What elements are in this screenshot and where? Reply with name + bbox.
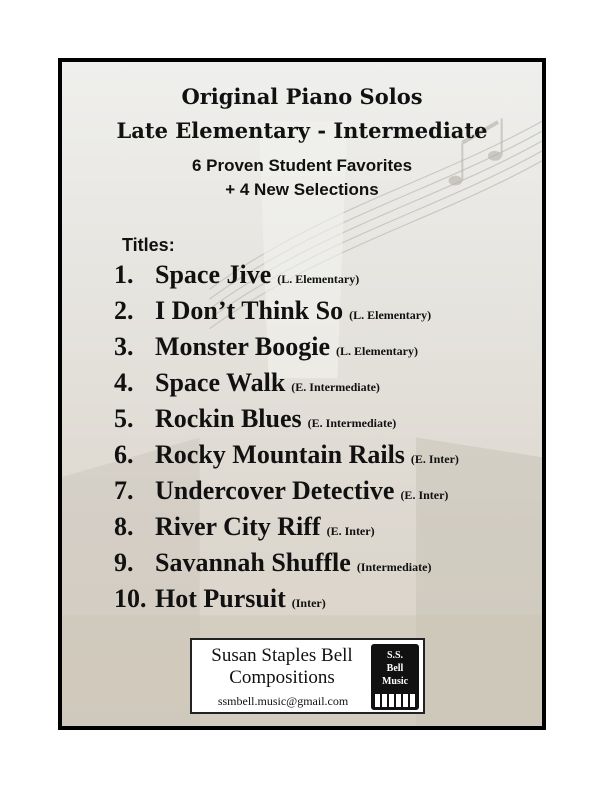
song-number: 3. [114,332,134,361]
logo-name-line-2: Compositions [229,667,335,688]
song-title: Monster Boogie (L. Elementary) [155,332,418,361]
song-level: (E. Intermediate) [307,416,397,430]
logo-name-line-1: Susan Staples Bell [211,645,353,666]
song-number: 1. [114,260,134,289]
list-item [114,296,544,332]
subtitle-line-1: 6 Proven Student Favorites [191,156,413,175]
song-list [114,260,544,620]
song-level: (Intermediate) [356,560,432,574]
list-item [114,260,544,296]
song-number: 10. [114,584,147,613]
song-title: I Don’t Think So (L. Elementary) [155,296,432,325]
song-level: (L. Elementary) [336,344,418,358]
list-item [114,332,544,368]
contact-email: ssmbell.music@gmail.com [217,694,349,708]
list-item [114,404,544,440]
cover-frame [58,58,546,730]
cover-content [62,62,542,726]
song-number: 5. [114,404,134,433]
song-level: (E. Inter) [326,524,375,538]
song-title: River City Riff (E. Inter) [155,512,375,541]
song-number: 9. [114,548,134,577]
list-item [114,440,544,476]
titles-heading: Titles: [122,235,175,255]
logo-mark-line-3: Music [381,676,409,687]
song-title: Rocky Mountain Rails (E. Inter) [155,440,459,469]
list-item [114,548,544,584]
title-line-2: Late Elementary - Intermediate [116,118,488,143]
publisher-logo [190,638,425,714]
song-number: 4. [114,368,134,397]
piano-logo-icon [371,644,419,710]
song-level: (Inter) [291,596,326,610]
list-item [114,476,544,512]
list-item [114,368,544,404]
song-number: 7. [114,476,134,505]
title-line-1: Original Piano Solos [181,84,423,109]
song-level: (E. Intermediate) [291,380,380,394]
song-title: Hot Pursuit (Inter) [155,584,326,613]
song-number: 6. [114,440,134,469]
song-title: Savannah Shuffle (Intermediate) [155,548,432,577]
song-level: (L. Elementary) [277,272,360,286]
list-item [114,584,544,620]
song-level: (E. Inter) [400,488,449,502]
subtitle-line-2: + 4 New Selections [225,180,379,199]
logo-mark-line-1: S.S. [386,650,404,661]
logo-mark-line-2: Bell [386,663,404,674]
song-title: Space Walk (E. Intermediate) [155,368,380,397]
song-title: Space Jive (L. Elementary) [155,260,360,289]
song-number: 8. [114,512,134,541]
song-number: 2. [114,296,134,325]
song-title: Rockin Blues (E. Intermediate) [155,404,397,433]
song-level: (L. Elementary) [349,308,432,322]
list-item [114,512,544,548]
song-level: (E. Inter) [410,452,459,466]
song-title: Undercover Detective (E. Inter) [155,476,449,505]
